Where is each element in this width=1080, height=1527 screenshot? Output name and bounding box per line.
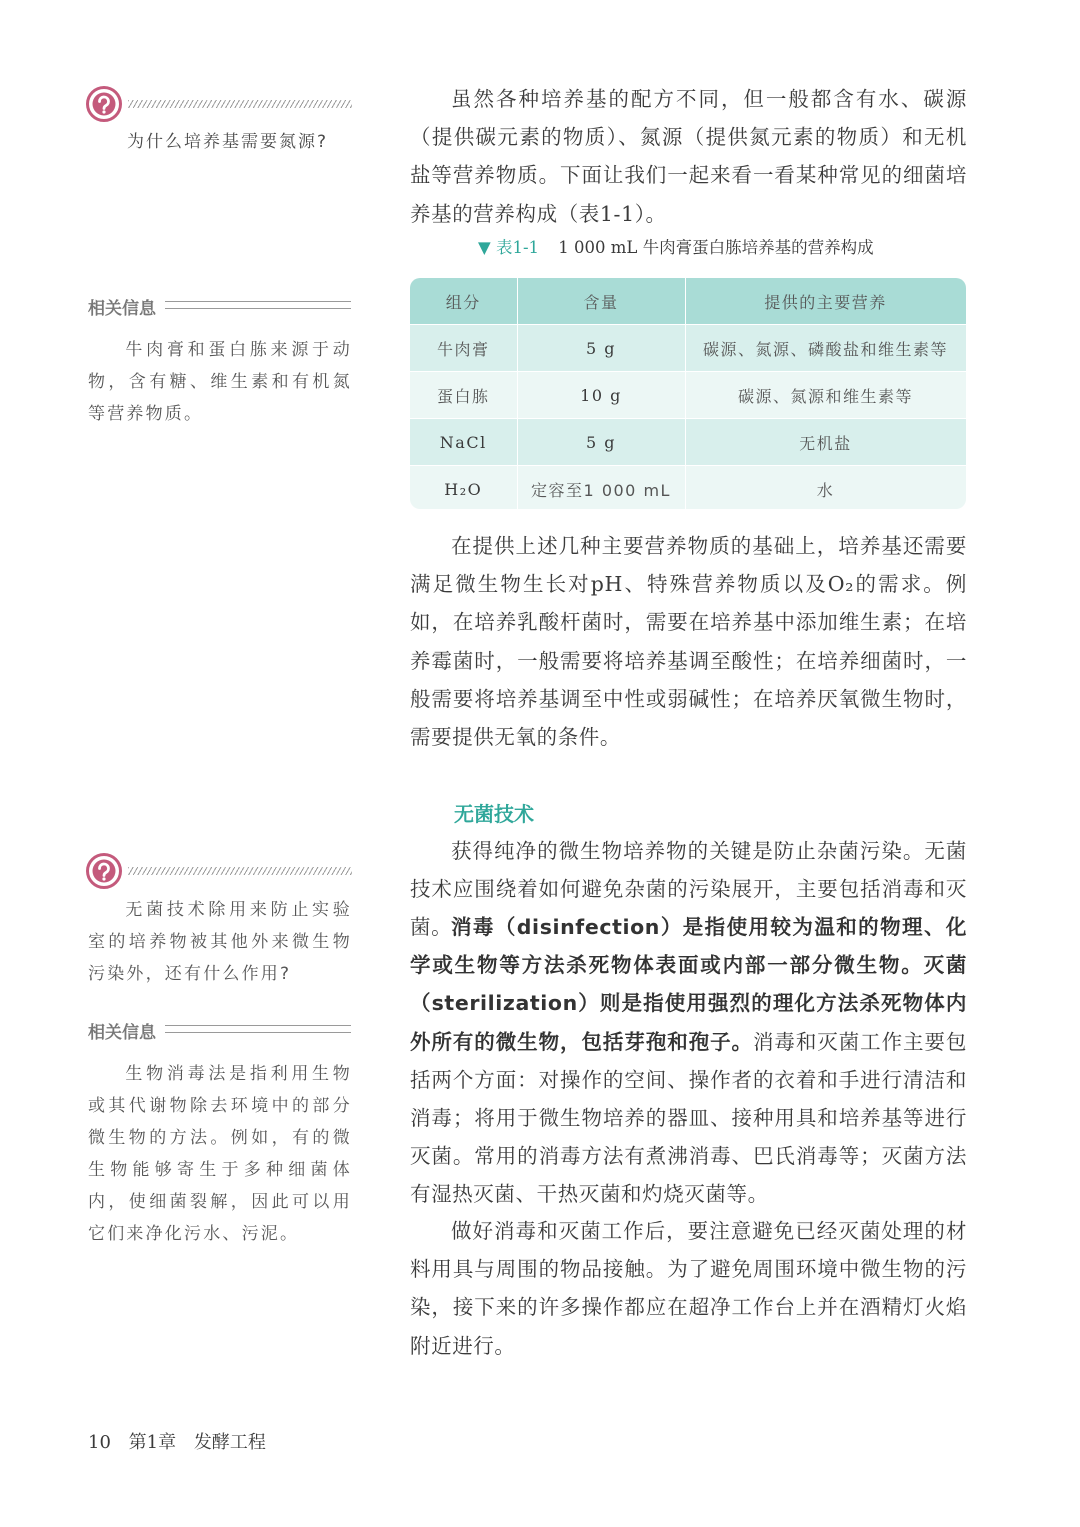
section-title: 无菌技术 [454, 802, 534, 826]
question-bubble-icon [86, 853, 122, 889]
table-cell: 蛋白胨 [410, 372, 517, 419]
requirements-paragraph [410, 527, 967, 756]
table-cell: 水 [685, 466, 966, 510]
intro-text: 虽然各种培养基的配方不同，但一般都含有水、碳源（提供碳元素的物质）、氮源（提供氮元素的物质）和无机盐等营养物质。下面让我们一起来看一看某种常见的细菌培养基的营养构成（表1-1）。 [410, 87, 967, 226]
page-footer [88, 1428, 278, 1454]
table-header-component: 组分 [410, 278, 517, 325]
related-info-text-2: 生物消毒法是指利用生物或其代谢物除去环境中的部分微生物的方法。例如，有的微生物能够寄生于多种细菌体内，使细菌裂解，因此可以用它们来净化污水、污泥。 [88, 1064, 352, 1244]
related-info-text-1: 牛肉膏和蛋白胨来源于动物，含有糖、维生素和有机氮等营养物质。 [88, 340, 352, 424]
table-row [410, 466, 966, 510]
table-cell: 10 g [517, 372, 685, 419]
table-cell: 碳源、氮源、磷酸盐和维生素等 [685, 325, 966, 372]
table-caption [478, 234, 874, 258]
table-cell: 牛肉膏 [410, 325, 517, 372]
question-bubble-icon [86, 86, 122, 122]
caption-title: 1 000 mL 牛肉膏蛋白胨培养基的营养构成 [558, 238, 874, 257]
table-row [410, 372, 966, 419]
sidebar-question-2: 无菌技术除用来防止实验室的培养物被其他外来微生物污染外，还有什么作用? [88, 900, 352, 984]
divider-hatch [128, 100, 352, 108]
table-cell: NaCl [410, 419, 517, 466]
precaution-paragraph [410, 1212, 967, 1365]
divider-double-line [165, 301, 351, 309]
related-info-heading-1: 相关信息 [88, 299, 156, 319]
related-info-heading-2: 相关信息 [88, 1023, 156, 1043]
table-cell: 定容至1 000 mL [517, 466, 685, 510]
nutrient-table [410, 278, 966, 509]
table-cell: H₂O [410, 466, 517, 510]
page-number: 10 [88, 1432, 111, 1453]
intro-paragraph [410, 80, 967, 233]
divider-hatch [128, 867, 352, 875]
sidebar-question-1: 为什么培养基需要氮源? [127, 132, 329, 152]
table-cell: 5 g [517, 325, 685, 372]
precaution-text: 做好消毒和灭菌工作后，要注意避免已经灭菌处理的材料用具与周围的物品接触。为了避免周围环境中微生物的污染，接下来的许多操作都应在超净工作台上并在酒精灯火焰附近进行。 [410, 1219, 967, 1358]
disinfection-paragraph [410, 908, 967, 1214]
chapter-title: 发酵工程 [193, 1432, 266, 1453]
aseptic-intro-text: 获得纯净的微生物培养物的关键是防止杂菌污染。无菌技术应围绕着如何避免杂菌的污染展开，主要包括消毒和灭菌。 [410, 839, 967, 940]
definition-bold-text: 消毒（disinfection）是指使用较为温和的物理、化学或生物等方法杀死物体表面或内部一部分微生物。灭菌（sterilization）则是指使用强烈的理化方法杀死物体内外所有的微生物，包括芽孢和孢子。 [410, 915, 967, 1054]
divider-double-line [165, 1025, 351, 1033]
table-row [410, 325, 966, 372]
table-cell: 碳源、氮源和维生素等 [685, 372, 966, 419]
table-row [410, 419, 966, 466]
chapter-label: 第1章 [128, 1432, 177, 1453]
table-header-amount: 含量 [517, 278, 685, 325]
caption-number: 表1-1 [495, 238, 540, 257]
table-cell: 无机盐 [685, 419, 966, 466]
caption-triangle-icon: ▼ [478, 238, 491, 257]
disinfection-text: 消毒和灭菌工作主要包括两个方面：对操作的空间、操作者的衣着和手进行清洁和消毒；将用于微生物培养的器皿、接种用具和培养基等进行灭菌。常用的消毒方法有煮沸消毒、巴氏消毒等；灭菌方法有湿热灭菌、干热灭菌和灼烧灭菌等。 [410, 1029, 967, 1207]
table-cell: 5 g [517, 419, 685, 466]
requirements-text: 在提供上述几种主要营养物质的基础上，培养基还需要满足微生物生长对pH、特殊营养物质以及O₂的需求。例如，在培养乳酸杆菌时，需要在培养基中添加维生素；在培养霉菌时，一般需要将培养基调至酸性；在培养细菌时，一般需要将培养基调至中性或弱碱性；在培养厌氧微生物时，需要提供无氧的条件。 [410, 534, 967, 750]
table-header-nutrient: 提供的主要营养 [685, 278, 966, 325]
